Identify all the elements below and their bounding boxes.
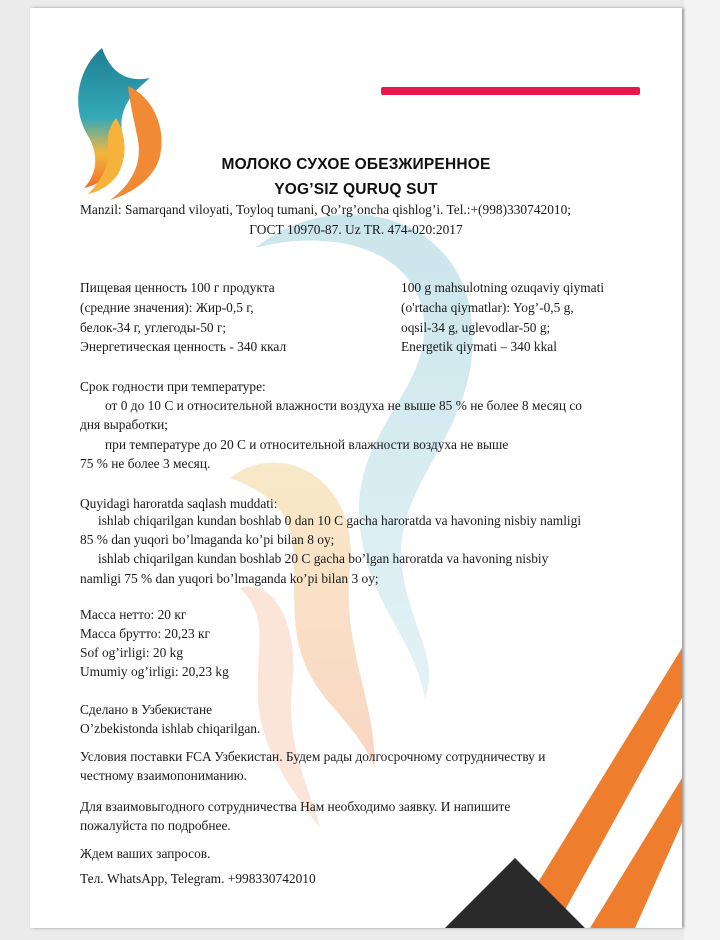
shelf-uz-line: ishlab chiqarilgan kundan boshlab 20 C gacha bo’lgan haroratda va havoning nisbiy <box>98 551 549 566</box>
contacts-line: Тел. WhatsApp, Telegram. +998330742010 <box>80 871 316 886</box>
weight-line: Масса нетто: 20 кг <box>80 607 187 622</box>
accent-bar <box>381 87 640 95</box>
shelf-uz-line: ishlab chiqarilgan kundan boshlab 0 dan 10 C gacha haroratda va havoning nisbiy namligi <box>98 513 582 528</box>
flame-logo-icon <box>78 48 161 200</box>
nutrition-uz-line: (o'rtacha qiymatlar): Yog’-0,5 g, <box>401 300 574 315</box>
title-ru: МОЛОКО СУХОЕ ОБЕЗЖИРЕННОЕ <box>221 156 491 173</box>
shelf-ru-line: от 0 до 10 С и относительной влажности воздуха не выше 85 % не более 8 месяц со <box>105 398 582 413</box>
shelf-uz-heading: Quyidagi haroratda saqlash muddati: <box>80 496 278 511</box>
delivery-line: Условия поставки FCA Узбекистан. Будем рады долгосрочному сотрудничеству и <box>80 749 546 764</box>
address-line: Manzil: Samarqand viloyati, Toyloq tumani, Qo’rg’oncha qishlog’i. Tel.:+(998)330742010; <box>80 202 572 217</box>
weight-line: Umumiy og’irligi: 20,23 kg <box>80 664 229 679</box>
shelf-uz-line: namligi 75 % dan yuqori bo’lmaganda ko’pi bilan 3 oy; <box>80 571 379 586</box>
nutrition-ru-line: Пищевая ценность 100 г продукта <box>80 280 275 295</box>
shelf-ru-line: при температуре до 20 С и относительной влажности воздуха не выше <box>105 437 509 452</box>
shelf-ru-line: 75 % не более 3 месяц. <box>80 456 211 471</box>
shelf-ru-heading: Срок годности при температуре: <box>80 379 266 394</box>
nutrition-uz-line: oqsil-34 g, uglevodlar-50 g; <box>401 320 551 335</box>
origin-line: O’zbekistonda ishlab chiqarilgan. <box>80 721 261 736</box>
nutrition-ru-line: (средние значения): Жир-0,5 г, <box>80 300 254 315</box>
title-uz: YOG’SIZ QURUQ SUT <box>274 181 438 198</box>
nutrition-uz-line: 100 g mahsulotning ozuqaviy qiymati <box>401 280 605 295</box>
origin-line: Сделано в Узбекистане <box>80 702 213 717</box>
weight-line: Масса брутто: 20,23 кг <box>80 626 210 641</box>
standards-line: ГОСТ 10970-87. Uz TR. 474-020:2017 <box>249 222 463 237</box>
shelf-uz-line: 85 % dan yuqori bo’lmaganda ko’pi bilan 8 oy; <box>80 532 335 547</box>
shelf-ru-line: дня выработки; <box>80 417 169 432</box>
nutrition-ru-line: Энергетическая ценность - 340 ккал <box>80 339 287 354</box>
weight-line: Sof og’irligi: 20 kg <box>80 645 184 660</box>
document-page <box>30 8 682 928</box>
delivery-line: честному взаимопониманию. <box>80 768 248 783</box>
nutrition-ru-line: белок-34 г, углегоды-50 г; <box>80 320 227 335</box>
request-line: Для взаимовыгодного сотрудничества Нам необходимо заявку. И напишите <box>80 799 511 814</box>
request-line: пожалуйста по подробнее. <box>80 818 231 833</box>
nutrition-uz-line: Energetik qiymati – 340 kkal <box>401 339 557 354</box>
viewer-background <box>684 0 720 940</box>
awaiting-line: Ждем ваших запросов. <box>80 846 211 861</box>
